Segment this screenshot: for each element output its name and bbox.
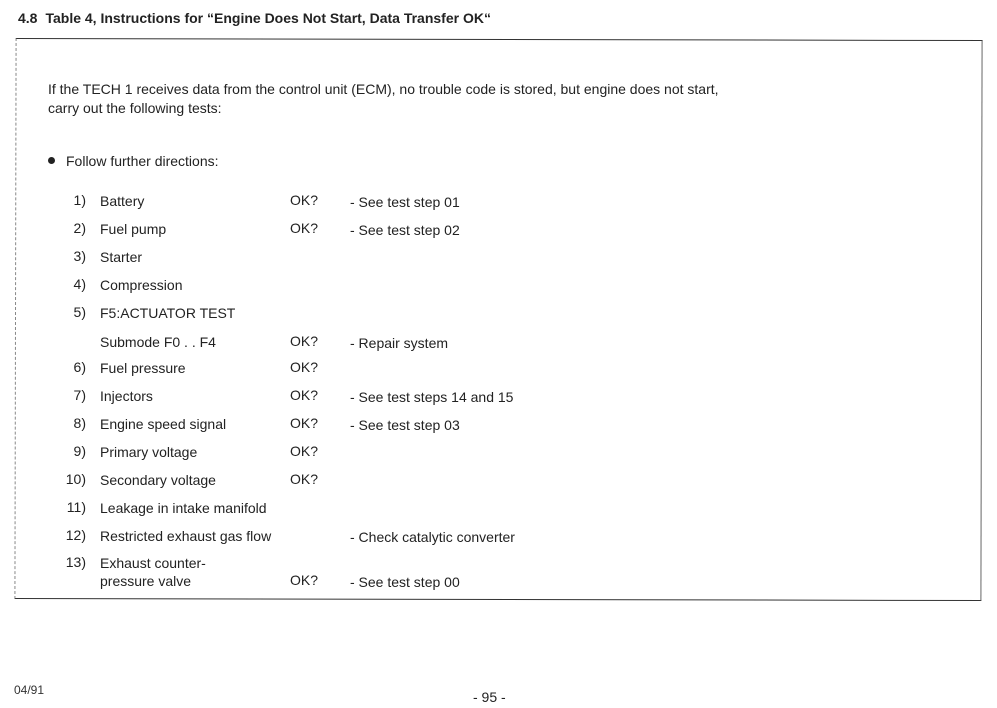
step-label: Fuel pump: [100, 221, 167, 237]
step-ok-check: OK?: [290, 387, 319, 403]
intro-line-1: If the TECH 1 receives data from the control unit (ECM), no trouble code is stored, but engine does not start,: [48, 81, 719, 97]
step-ok-check: OK?: [290, 359, 319, 375]
step-label: Compression: [100, 277, 183, 293]
step-number: 11): [66, 499, 86, 515]
step-action: - Repair system: [350, 335, 449, 351]
section-number: 4.8: [18, 10, 38, 26]
step-action: - See test step 03: [350, 417, 460, 433]
step-number: 6): [73, 359, 86, 375]
intro-line-2: carry out the following tests:: [48, 100, 222, 116]
step-ok-check: OK?: [290, 333, 319, 349]
bullet-dot-icon: [48, 157, 55, 164]
step-label: Injectors: [100, 388, 153, 404]
step-number: 13): [65, 554, 86, 570]
step-label: Leakage in intake manifold: [100, 500, 267, 516]
step-ok-check: OK?: [290, 471, 319, 487]
step-number: 2): [73, 220, 86, 236]
step-ok-check: OK?: [290, 443, 319, 459]
step-label: Submode F0 . . F4: [100, 334, 216, 350]
step-number: 3): [73, 248, 86, 264]
step-label: Exhaust counter- pressure valve: [100, 555, 206, 589]
step-number: 1): [73, 192, 86, 208]
intro-paragraph: [48, 80, 719, 118]
section-heading: [18, 10, 491, 26]
step-label: Fuel pressure: [100, 360, 186, 376]
step-number: 5): [73, 304, 86, 320]
step-action: - See test step 00: [350, 574, 460, 590]
step-number: 12): [65, 527, 86, 543]
step-number: 4): [73, 276, 86, 292]
step-ok-check: OK?: [290, 572, 319, 588]
step-label: Starter: [100, 249, 143, 265]
section-title: Table 4, Instructions for “Engine Does Not Start, Data Transfer OK“: [45, 10, 491, 26]
step-label: Primary voltage: [100, 444, 198, 460]
step-label: Battery: [100, 193, 145, 209]
step-ok-check: OK?: [290, 192, 319, 208]
step-number: 8): [73, 415, 86, 431]
step-number: 10): [65, 471, 86, 487]
step-number: 9): [73, 443, 86, 459]
step-label: Restricted exhaust gas flow: [100, 528, 272, 544]
step-ok-check: OK?: [290, 415, 319, 431]
step-action: - See test steps 14 and 15: [350, 389, 514, 405]
step-label: Engine speed signal: [100, 416, 227, 432]
step-action: - See test step 02: [350, 222, 460, 238]
step-label: Secondary voltage: [100, 472, 216, 488]
step-ok-check: OK?: [290, 220, 319, 236]
footer-date: 04/91: [14, 683, 45, 697]
directions-bullet: [48, 153, 219, 169]
directions-text: Follow further directions:: [66, 153, 219, 169]
step-label: F5:ACTUATOR TEST: [100, 305, 236, 321]
page-number: - 95 -: [473, 689, 506, 705]
step-action: - See test step 01: [350, 194, 460, 210]
step-number: 7): [73, 387, 86, 403]
step-action: - Check catalytic converter: [350, 529, 515, 545]
